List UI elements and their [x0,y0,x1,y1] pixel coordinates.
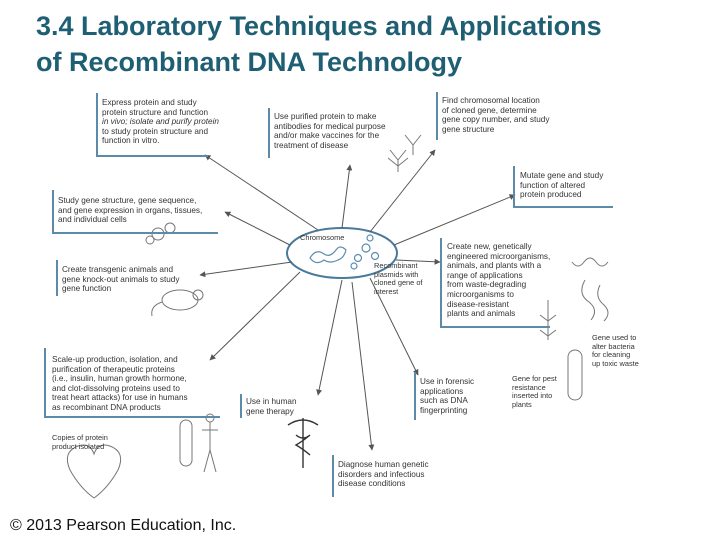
copies-protein-label: Copies of protein product isolated [52,433,108,451]
plasmid-icon [355,255,362,262]
heart-icon [67,445,120,498]
box-bar [440,326,550,328]
box-bar [513,206,613,208]
person-icon [202,414,218,472]
box-bar [436,92,438,140]
box-gene-therapy: Use in human gene therapy [246,397,297,416]
box-new-organisms: Create new, genetically engineered microorganisms, animals, and plants with a range of applications from waste-degrading microorganisms to disease-resistant plants and animals [447,242,551,319]
box-scale-up: Scale-up production, isolation, and purification of therapeutic proteins (i.e., insulin, human growth hormone, and clot-dissolving proteins used to treat heart attacks) for use in humans as recombinant DNA products [52,355,188,412]
box-purified-protein: Use purified protein to make antibodies for medical purpose and/or make vaccines for the treatment of disease [274,112,386,150]
copyright-notice: © 2013 Pearson Education, Inc. [10,517,237,534]
box-study-structure: Study gene structure, gene sequence, and gene expression in organs, tissues, and individual cells [58,196,203,225]
plasmid-icon [351,263,357,269]
box-bar [96,155,208,157]
box-bar [44,348,46,416]
box-transgenic: Create transgenic animals and gene knock-out animals to study gene function [62,265,180,294]
chromosome-label: Chromosome [300,233,345,242]
mouse-icon [152,290,203,316]
box-forensic: Use in forensic applications such as DNA fingerprinting [420,377,475,415]
box-bar [52,232,218,234]
box-find-chromosomal: Find chromosomal location of cloned gene, determine gene copy number, and study gene structure [442,96,550,134]
box-express-protein: Express protein and study protein structure and function in vivo; isolate and purify protein to study protein structure and function in vitro. [102,98,219,146]
toxic-waste-label: Gene used to alter bacteria for cleaning up toxic waste [592,333,639,368]
caduceus-icon [288,418,318,468]
box-diagnose: Diagnose human genetic disorders and infectious disease conditions [338,460,429,489]
plasmid-icon [362,244,370,252]
antibody-icon [388,135,421,172]
box-bar [96,93,98,155]
box-bar [56,260,58,296]
box-bar [513,166,515,206]
box-bar [332,455,334,497]
plasmid-label: Recombinant plasmids with cloned gene of interest [374,261,423,296]
box-bar [52,190,54,232]
box-bar [440,238,442,326]
box-mutate-gene: Mutate gene and study function of altered protein produced [520,171,604,200]
chromosome-icon [310,247,346,263]
box-bar [268,108,270,158]
plasmid-icon [367,235,373,241]
box-bar [44,416,220,418]
plasmid-icon [372,253,379,260]
box-bar [414,372,416,420]
pest-resistance-label: Gene for pest resistance inserted into plants [512,374,557,409]
title-line-1: 3.4 Laboratory Techniques and Applications [36,11,602,41]
title-line-2: of Recombinant DNA Technology [36,47,463,77]
box-bar [240,394,242,418]
